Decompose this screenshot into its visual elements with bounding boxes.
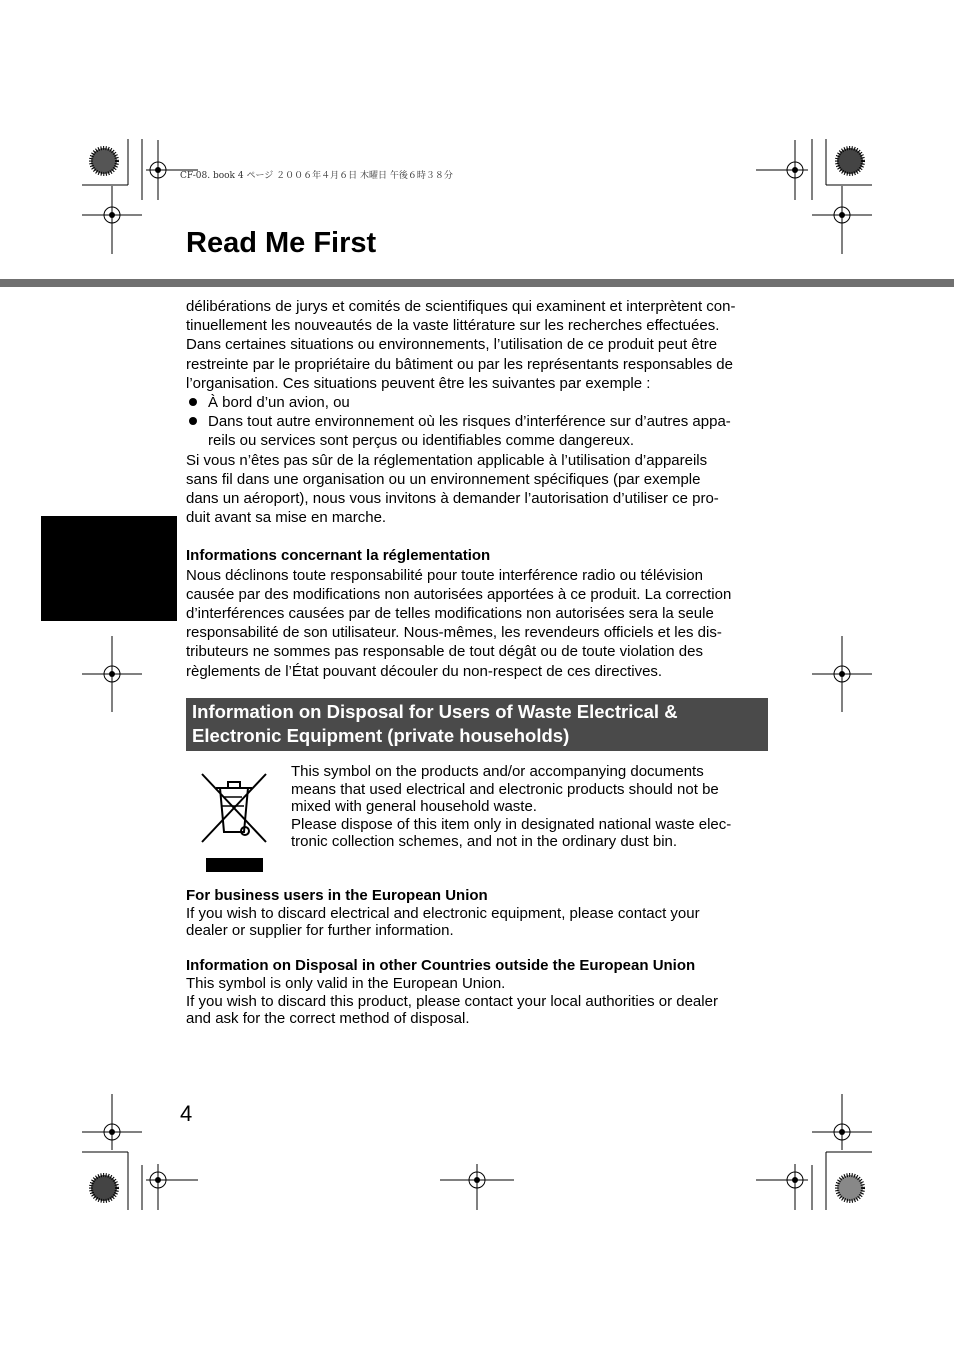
language-tab [41, 516, 177, 621]
business-heading: For business users in the European Union [186, 887, 488, 904]
eu-disposal-section [186, 887, 770, 1028]
bullet-icon [189, 398, 197, 406]
page-title: Read Me First [186, 227, 377, 259]
business-paragraph: If you wish to discard electrical and electronic equipment, please contact your dealer or supplier for further information. [186, 904, 700, 940]
regulation-paragraph: Nous déclinons toute responsabilité pour toute interférence radio ou télévision causée par des modifications non autorisées apportées à ce produit. La correction d’interférences causées par de telles modifications non autorisées sera la seule responsabilité de son utilisateur. Nous-mêmes, les revendeurs officiels et les dis- tributeurs ne sommes pas responsable de tout dégât ou de toute violation des règlements de l’État pouvant découler du non-respect de ces directives. [186, 566, 732, 680]
bullet-icon [189, 417, 197, 425]
outside-eu-heading: Information on Disposal in other Countries outside the European Union [186, 957, 696, 975]
crossed-out-wheelie-bin-icon [198, 770, 270, 874]
title-rule [0, 279, 954, 287]
paragraph-2: Si vous n’êtes pas sûr de la réglementation applicable à l’utilisation d’appareils sans fil dans une organisation ou un environnement spécifiques (par exemple dans un aéroport), nous vous invitons à demander l’autorisation d’utiliser ce pro- duit avant sa mise en marche. [186, 451, 719, 527]
regulation-heading: Informations concernant la réglementation [186, 547, 491, 565]
list-item: Dans tout autre environnement où les risques d’interférence sur d’autres appa- reils ou services sont perçus ou identifiables comme dangereux. [186, 412, 770, 450]
bullet-list [186, 393, 770, 451]
outside-eu-paragraph: This symbol is only valid in the European Union. If you wish to discard this product, please contact your local authorities or dealer and ask for the correct method of disposal. [186, 974, 718, 1028]
paragraph-1: délibérations de jurys et comités de scientifiques qui examinent et interprètent con- tinuellement les nouveautés de la vaste littérature sur les recherches effectuées. Dans certaines situations ou environnements, l’utilisation de ce produit peut être restreinte par le propriétaire du bâtiment ou par les représentants responsables de l’organisation. Ces situations peuvent être les suivantes par exemple : [186, 298, 736, 392]
main-text [186, 297, 770, 681]
disposal-banner: Information on Disposal for Users of Waste Electrical & Electronic Equipment (private households) [186, 698, 768, 751]
print-info-line: CF-08. book 4 ページ ２００６年４月６日 木曜日 午後６時３８分 [180, 171, 453, 181]
page-number: 4 [180, 1101, 193, 1126]
list-item: À bord d’un avion, ou [186, 393, 770, 412]
symbol-description: This symbol on the products and/or accompanying documents means that used electrical and electronic products should not be mixed with general household waste. Please dispose of this item only in designated national waste elec- tronic collection schemes, and not in the ordinary dust bin. [291, 763, 732, 851]
